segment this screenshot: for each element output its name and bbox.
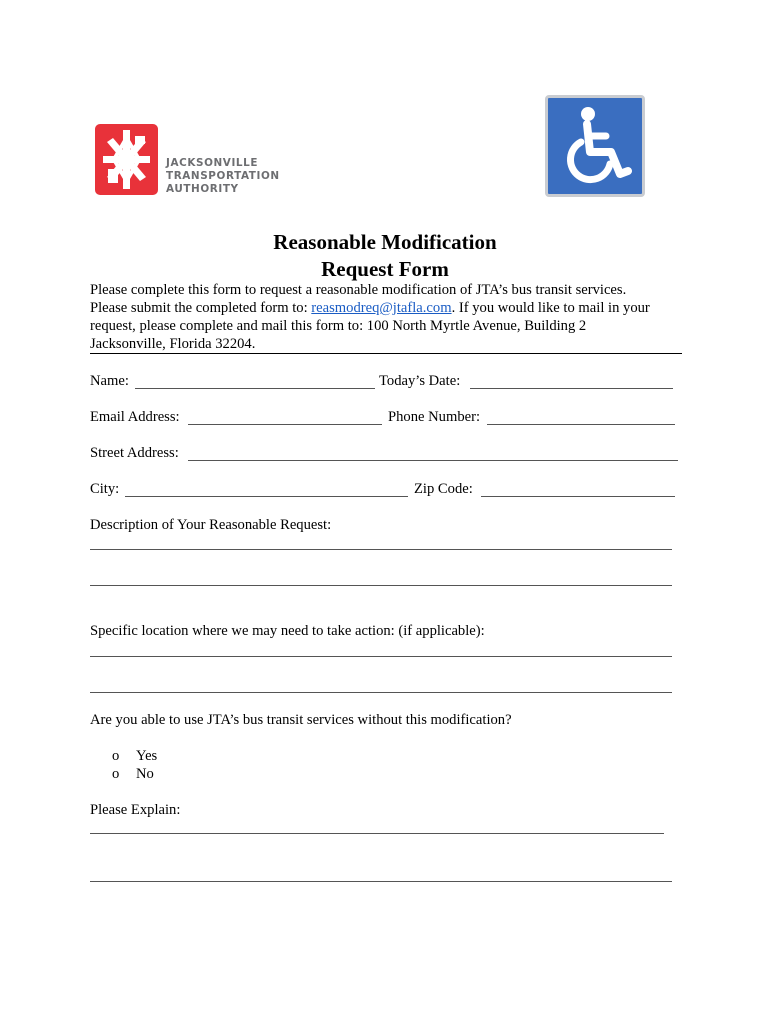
email-field[interactable] <box>188 424 382 425</box>
explain-field-line[interactable] <box>90 881 672 882</box>
zip-field[interactable] <box>481 496 675 497</box>
transit-star-icon <box>95 124 158 195</box>
intro-line-3: request, please complete and mail this form to: 100 North Myrtle Avenue, Building 2 <box>90 318 587 334</box>
name-field[interactable] <box>135 388 375 389</box>
location-label: Specific location where we may need to take action: (if applicable): <box>90 623 485 639</box>
form-title-line-2: Request Form <box>321 257 449 281</box>
name-label: Name: <box>90 373 129 389</box>
zip-label: Zip Code: <box>414 481 473 497</box>
location-field-line[interactable] <box>90 656 672 657</box>
intro-line-2-suffix: . If you would like to mail in your <box>451 300 650 316</box>
option-bullet: o <box>112 766 120 782</box>
option-yes[interactable] <box>112 747 157 765</box>
accessibility-sign <box>545 95 645 197</box>
location-field-line[interactable] <box>90 692 672 693</box>
intro-line-2-prefix: Please submit the completed form to: <box>90 300 312 316</box>
intro-line-2 <box>90 299 650 317</box>
description-label: Description of Your Reasonable Request: <box>90 517 332 533</box>
phone-field[interactable] <box>487 424 675 425</box>
form-title-line-1: Reasonable Modification <box>273 230 497 254</box>
header-divider <box>90 353 682 354</box>
city-label: City: <box>90 481 120 497</box>
option-label: Yes <box>136 748 158 764</box>
email-link[interactable]: reasmodreq@jtafla.com <box>311 300 452 316</box>
jta-logo-mark <box>95 124 158 195</box>
modification-question: Are you able to use JTA’s bus transit services without this modification? <box>90 712 512 728</box>
jta-logo-text <box>166 157 280 196</box>
phone-label: Phone Number: <box>388 409 481 425</box>
explain-label: Please Explain: <box>90 802 181 818</box>
explain-field-line[interactable] <box>90 833 664 834</box>
wheelchair-icon <box>548 98 642 194</box>
logo-text-line: TRANSPORTATION <box>166 170 280 182</box>
logo-text-line: AUTHORITY <box>166 183 239 195</box>
description-field-line[interactable] <box>90 549 672 550</box>
email-label: Email Address: <box>90 409 180 425</box>
description-field-line[interactable] <box>90 585 672 586</box>
option-label: No <box>136 766 154 782</box>
intro-line-1: Please complete this form to request a reasonable modification of JTA’s bus transit services. <box>90 282 627 298</box>
option-no[interactable] <box>112 765 154 783</box>
street-label: Street Address: <box>90 445 179 461</box>
option-bullet: o <box>112 748 120 764</box>
intro-line-4: Jacksonville, Florida 32204. <box>90 336 256 352</box>
city-field[interactable] <box>125 496 408 497</box>
date-label: Today’s Date: <box>379 373 461 389</box>
date-field[interactable] <box>470 388 673 389</box>
street-field[interactable] <box>188 460 678 461</box>
logo-text-line: JACKSONVILLE <box>166 157 259 169</box>
